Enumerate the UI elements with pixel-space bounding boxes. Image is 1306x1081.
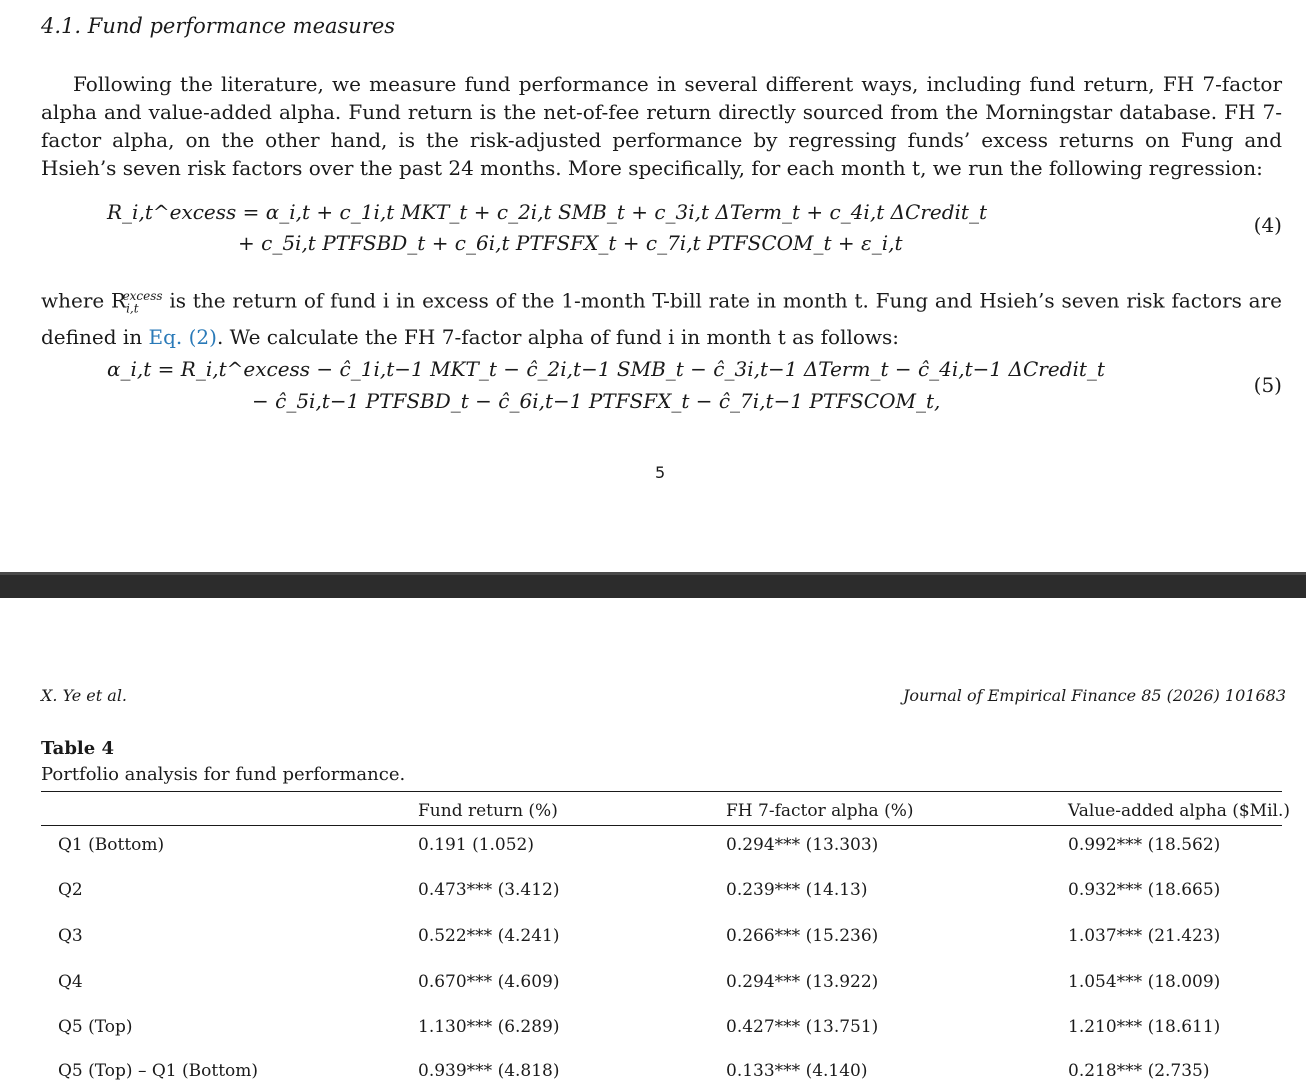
equation-4-line-2: + c_5i,t PTFSBD_t + c_6i,t PTFSFX_t + c_7i,t PTFSCOM_t + ε_i,t	[238, 231, 903, 255]
row-label: Q3	[58, 926, 83, 946]
equation-5-line-1: α_i,t = R_i,t^excess − ĉ_1i,t−1 MKT_t − ĉ_2i,t−1 SMB_t − ĉ_3i,t−1 ΔTerm_t − ĉ_4i,t−1 ΔCredit_t	[107, 357, 1105, 381]
equation-5-number: (5)	[1253, 373, 1282, 397]
cell-fh-alpha: 0.427*** (13.751)	[726, 1017, 879, 1037]
cell-fund-return: 0.522*** (4.241)	[418, 926, 560, 946]
page-bottom	[0, 598, 1306, 1080]
cell-fund-return: 0.191 (1.052)	[418, 835, 535, 855]
table-label: Table 4	[41, 738, 115, 759]
paragraph-2-text: is the return of fund i in excess of the 1-month T-bill rate in month t. Fung and Hsieh’s seven risk factors are defined in	[41, 288, 1282, 349]
section-heading: 4.1. Fund performance measures	[41, 14, 396, 38]
row-label: Q1 (Bottom)	[58, 835, 165, 855]
paragraph-2-prefix: where R	[41, 288, 127, 313]
row-label: Q5 (Top)	[58, 1017, 133, 1037]
cell-value-added: 0.932*** (18.665)	[1068, 880, 1221, 900]
row-label: Q5 (Top) – Q1 (Bottom)	[58, 1061, 259, 1081]
paragraph-1	[41, 70, 1282, 182]
equation-5-line-2: − ĉ_5i,t−1 PTFSBD_t − ĉ_6i,t−1 PTFSFX_t − ĉ_7i,t−1 PTFSCOM_t,	[252, 389, 941, 413]
header-fund-return: Fund return (%)	[418, 801, 558, 821]
running-header-author: X. Ye et al.	[41, 686, 128, 705]
row-label: Q4	[58, 972, 83, 992]
table-top-rule	[41, 791, 1282, 792]
cell-value-added: 1.054*** (18.009)	[1068, 972, 1221, 992]
cell-value-added: 0.992*** (18.562)	[1068, 835, 1221, 855]
header-value-added-alpha: Value-added alpha ($Mil.)	[1068, 801, 1290, 821]
cell-fund-return: 0.939*** (4.818)	[418, 1061, 560, 1081]
cell-fund-return: 1.130*** (6.289)	[418, 1017, 560, 1037]
table-caption: Portfolio analysis for fund performance.	[41, 764, 406, 785]
cell-fh-alpha: 0.133*** (4.140)	[726, 1061, 868, 1081]
running-header-journal: Journal of Empirical Finance 85 (2026) 101683	[902, 686, 1286, 705]
paragraph-2: where $R_{i,t}^{excess}$ is the return of fund i in excess of the 1-month T-bill rate in month t. Fung and Hsieh’s seven risk factors are defined in Eq. (2). We calculate the FH 7-factor alpha of fund i in month t as follows:	[41, 288, 1282, 349]
equation-4-number: (4)	[1253, 213, 1282, 237]
cell-fund-return: 0.670*** (4.609)	[418, 972, 560, 992]
eq-2-link[interactable]: Eq. (2)	[148, 324, 217, 349]
cell-value-added: 1.037*** (21.423)	[1068, 926, 1221, 946]
page-gap-bar	[0, 572, 1306, 598]
paragraph-2-suffix: . We calculate the FH 7-factor alpha of fund i in month t as follows:	[216, 324, 900, 349]
paragraph-1-text: Following the literature, we measure fund performance in several different ways, including fund return, FH 7-factor alpha and value-added alpha. Fund return is the net-of-fee return directly sourced from the Morningstar database. FH 7-factor alpha, on the other hand, is the risk-adjusted performance by regressing funds’ excess returns on Fung and Hsieh’s seven risk factors over the past 24 months. More specifically, for each month t, we run the following regression:	[41, 72, 1282, 180]
cell-value-added: 0.218*** (2.735)	[1068, 1061, 1210, 1081]
cell-value-added: 1.210*** (18.611)	[1068, 1017, 1221, 1037]
cell-fh-alpha: 0.294*** (13.303)	[726, 835, 879, 855]
cell-fh-alpha: 0.239*** (14.13)	[726, 880, 868, 900]
header-fh-alpha: FH 7-factor alpha (%)	[726, 801, 914, 821]
table-header-rule	[41, 825, 1282, 826]
page-number: 5	[655, 463, 666, 482]
cell-fh-alpha: 0.266*** (15.236)	[726, 926, 879, 946]
cell-fh-alpha: 0.294*** (13.922)	[726, 972, 879, 992]
row-label: Q2	[58, 880, 83, 900]
equation-4-line-1: R_i,t^excess = α_i,t + c_1i,t MKT_t + c_2i,t SMB_t + c_3i,t ΔTerm_t + c_4i,t ΔCredit_t	[107, 200, 987, 224]
cell-fund-return: 0.473*** (3.412)	[418, 880, 560, 900]
